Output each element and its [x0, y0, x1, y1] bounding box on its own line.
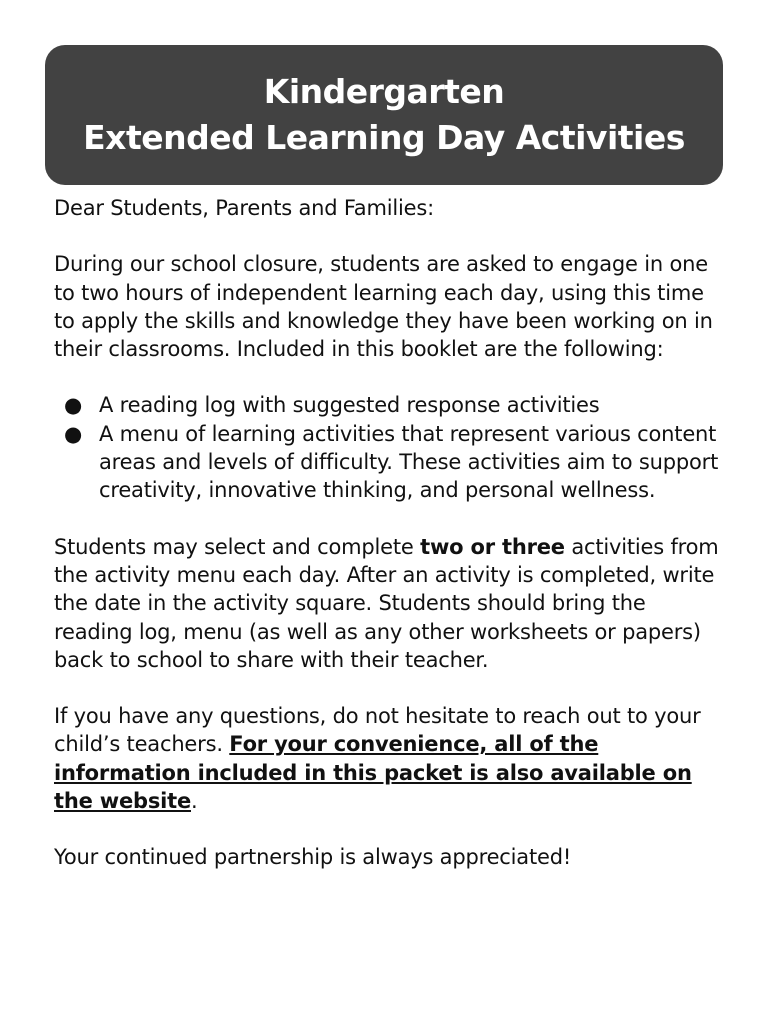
activities-text-start: Students may select and complete — [54, 534, 421, 559]
list-item-text: A menu of learning activities that represent various content areas and levels of difficulty. These activities aim to support creativity, innovative thinking, and personal wellness. — [99, 421, 719, 503]
list-item — [54, 420, 724, 505]
title-line-2: Extended Learning Day Activities — [83, 118, 685, 157]
title-line-1: Kindergarten — [263, 72, 505, 111]
greeting: Dear Students, Parents and Families: — [54, 196, 434, 220]
spacer — [54, 505, 724, 533]
questions-text-end: . — [191, 789, 198, 814]
spacer — [54, 815, 724, 843]
spacer — [54, 363, 724, 391]
activity-count-emphasis: two or three — [420, 534, 565, 559]
activities-text-end: activities from the activity menu each day. After an activity is completed, write the date in the activity square. Students should bring the reading log, menu (as well as any other worksheets or papers) back to school to share with their teacher. — [54, 534, 719, 672]
bullet-icon: ● — [64, 393, 83, 418]
activities-paragraph — [54, 533, 724, 674]
spacer — [54, 222, 724, 250]
spacer — [54, 674, 724, 702]
intro-paragraph: During our school closure, students are asked to engage in one to two hours of independent learning each day, using this time to apply the skills and knowledge they have been working on in their classrooms. Included in this booklet are the following: — [54, 252, 713, 362]
letter-body — [54, 194, 724, 872]
list-item — [54, 391, 724, 419]
website-notice: For your convenience, all of the information included in this packet is also available on the website — [54, 732, 692, 814]
booklet-contents-list — [54, 391, 724, 504]
list-item-text: A reading log with suggested response activities — [99, 393, 600, 418]
questions-paragraph — [54, 702, 724, 815]
questions-text-start: If you have any questions, do not hesitate to reach out to your child’s teachers. — [54, 704, 701, 757]
bullet-icon: ● — [64, 421, 83, 446]
title-banner — [45, 45, 723, 185]
closing-line: Your continued partnership is always appreciated! — [54, 845, 572, 870]
